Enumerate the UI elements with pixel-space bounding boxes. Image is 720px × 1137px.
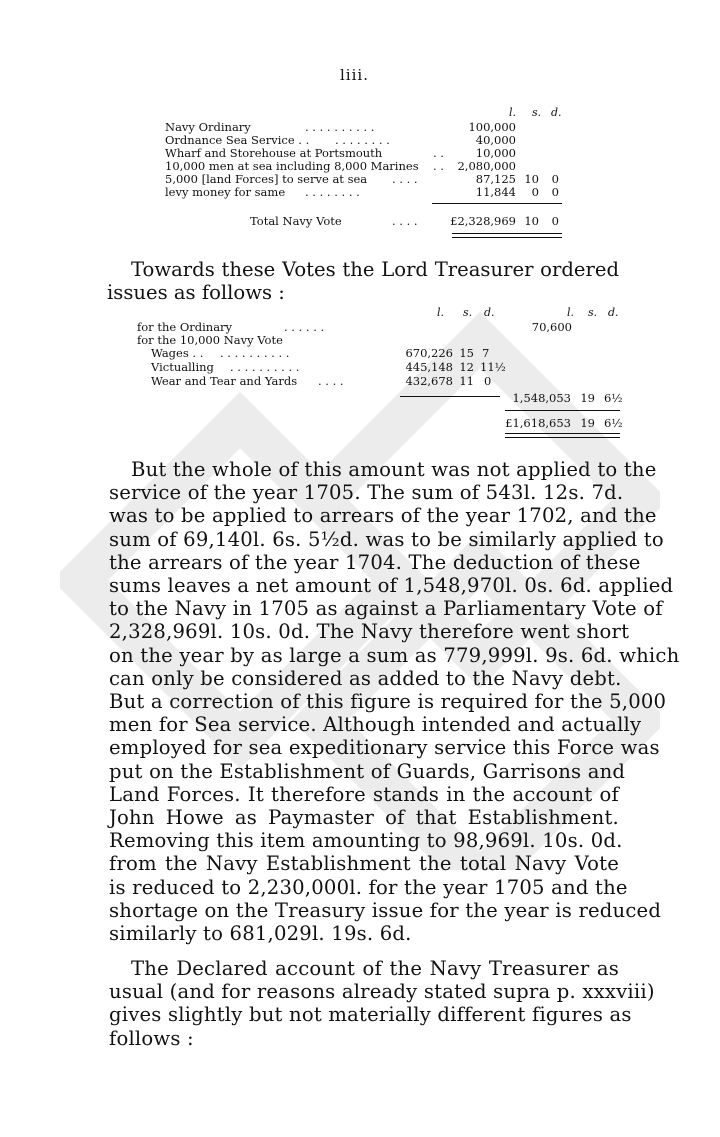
leader-dots: . . . . . .: [284, 320, 325, 334]
total-rule: [505, 410, 620, 411]
col-header-d: d.: [484, 306, 495, 319]
value-l: 2,080,000: [457, 159, 516, 173]
value-l: 87,125: [475, 172, 516, 186]
col-header-s: s.: [532, 106, 542, 119]
row-label: Wages . .: [151, 346, 204, 360]
text-line: Land Forces. It therefore stands in the account of: [109, 782, 619, 806]
text-line: men for Sea service. Although intended and actually: [109, 713, 642, 737]
total-value-l: £2,328,969: [450, 214, 516, 228]
page-number: liii.: [340, 66, 369, 84]
text-line: similarly to 681,029l. 19s. 6d.: [109, 922, 412, 946]
row-label: for the Ordinary: [137, 320, 233, 334]
text-line: issues as follows :: [107, 281, 285, 304]
text-line: But the whole of this amount was not applied to the: [131, 458, 657, 481]
subtotal-l: 1,548,053: [512, 391, 571, 405]
body-paragraph-1: [109, 458, 680, 946]
total-s: 19: [580, 416, 595, 430]
text-line: can only be considered as added to the Navy debt.: [109, 666, 622, 690]
text-line: gives slightly but not materially different figures as: [109, 1003, 632, 1027]
leader-dots: . .: [433, 146, 444, 160]
value-d: 11½: [480, 360, 506, 374]
total-value-s: 10: [524, 214, 539, 228]
text-line: shortage on the Treasury issue for the year is reduced: [109, 898, 662, 922]
value-d: 7: [482, 346, 490, 360]
text-line: put on the Establishment of Guards, Garrisons and: [109, 759, 626, 783]
value-l: 432,678: [405, 374, 453, 388]
body-paragraph-2: [109, 957, 655, 1050]
value-l: 11,844: [475, 185, 516, 199]
text-line: from the Navy Establishment the total Navy Vote: [109, 852, 619, 876]
col-header-d: d.: [551, 106, 562, 119]
text-line: The Declared account of the Navy Treasurer as: [131, 957, 619, 980]
text-line: was to be applied to arrears of the year 1702, and the: [109, 504, 657, 528]
row-label: levy money for same: [165, 185, 286, 199]
leader-dots: . . . . . . . .: [335, 133, 390, 147]
value-l: 100,000: [468, 120, 516, 134]
value-s: 0: [531, 185, 539, 199]
total-label: Total Navy Vote: [250, 214, 342, 228]
value-d: 0: [551, 172, 559, 186]
subtotal-s: 19: [580, 391, 595, 405]
leader-dots: . . . . . . . . . .: [305, 120, 375, 134]
leader-dots: . . . . . . . . . .: [220, 346, 290, 360]
text-line: is reduced to 2,230,000l. for the year 1705 and the: [109, 875, 628, 899]
subtotal-rule: [400, 396, 500, 397]
text-line: the arrears of the year 1704. The deduction of these: [109, 550, 641, 574]
text-line: Removing this item amounting to 98,969l. 10s. 0d.: [109, 829, 623, 853]
value-s: 12: [459, 360, 474, 374]
row-label: Ordnance Sea Service . .: [165, 133, 310, 147]
leader-dots: . .: [433, 159, 444, 173]
value-l: 10,000: [475, 146, 516, 160]
text-line: employed for sea expeditionary service this Force was: [109, 736, 660, 760]
text-line: follows :: [109, 1026, 194, 1050]
total-value-d: 0: [551, 214, 559, 228]
row-label: Navy Ordinary: [165, 120, 251, 134]
col-header-l: l.: [437, 306, 445, 319]
subtotal-d: 6½: [604, 391, 623, 405]
text-line: to the Navy in 1705 as against a Parliamentary Vote of: [109, 597, 663, 621]
row-label: 10,000 men at sea including 8,000 Marines: [165, 159, 419, 173]
col-header-l: l.: [509, 106, 517, 119]
leader-dots: . . . .: [392, 214, 418, 228]
row-label: Wharf and Storehouse at Portsmouth: [165, 146, 383, 160]
total-double-rule-bottom: [452, 237, 562, 238]
text-line: sum of 69,140l. 6s. 5½d. was to be similarly applied to: [109, 527, 664, 551]
value-l: 40,000: [475, 133, 516, 147]
total-d: 6½: [604, 416, 623, 430]
row-label: Wear and Tear and Yards: [151, 374, 298, 388]
intro-paragraph: [109, 258, 619, 304]
text-line: sums leaves a net amount of 1,548,970l. 0s. 6d. applied: [109, 574, 674, 598]
col-header-d2: d.: [608, 306, 619, 319]
col-header-s2: s.: [588, 306, 598, 319]
value-s: 11: [459, 374, 474, 388]
leader-dots: . . . . . . . .: [305, 185, 360, 199]
text-line: on the year by as large a sum as 779,999l. 9s. 6d. which: [109, 643, 680, 667]
total-l: £1,618,653: [505, 416, 571, 430]
row-label: 5,000 [land Forces] to serve at sea: [165, 172, 368, 186]
value-l: 70,600: [531, 320, 572, 334]
row-label: for the 10,000 Navy Vote: [137, 333, 283, 347]
text-line: Towards these Votes the Lord Treasurer ordered: [131, 258, 619, 281]
leader-dots: . . . .: [318, 374, 344, 388]
leader-dots: . . . . . . . . . .: [230, 360, 300, 374]
total-double-rule-top: [452, 233, 562, 234]
table1-rule: [432, 203, 562, 204]
col-header-l2: l.: [567, 306, 575, 319]
value-d: 0: [551, 185, 559, 199]
total-double-rule-top: [505, 433, 620, 434]
value-l: 670,226: [405, 346, 453, 360]
text-line: 2,328,969l. 10s. 0d. The Navy therefore went short: [109, 620, 630, 644]
text-line: service of the year 1705. The sum of 543l. 12s. 7d.: [109, 481, 624, 505]
text-line: But a correction of this figure is required for the 5,000: [109, 690, 667, 714]
value-d: 0: [484, 374, 492, 388]
text-line: usual (and for reasons already stated supra p. xxxviii): [109, 980, 655, 1004]
row-label: Victualling: [151, 360, 214, 374]
value-l: 445,148: [405, 360, 453, 374]
value-s: 15: [459, 346, 474, 360]
value-s: 10: [524, 172, 539, 186]
text-line: John Howe as Paymaster of that Establishment.: [109, 806, 619, 830]
total-double-rule-bottom: [505, 437, 620, 438]
col-header-s: s.: [463, 306, 473, 319]
leader-dots: . . . .: [392, 172, 418, 186]
